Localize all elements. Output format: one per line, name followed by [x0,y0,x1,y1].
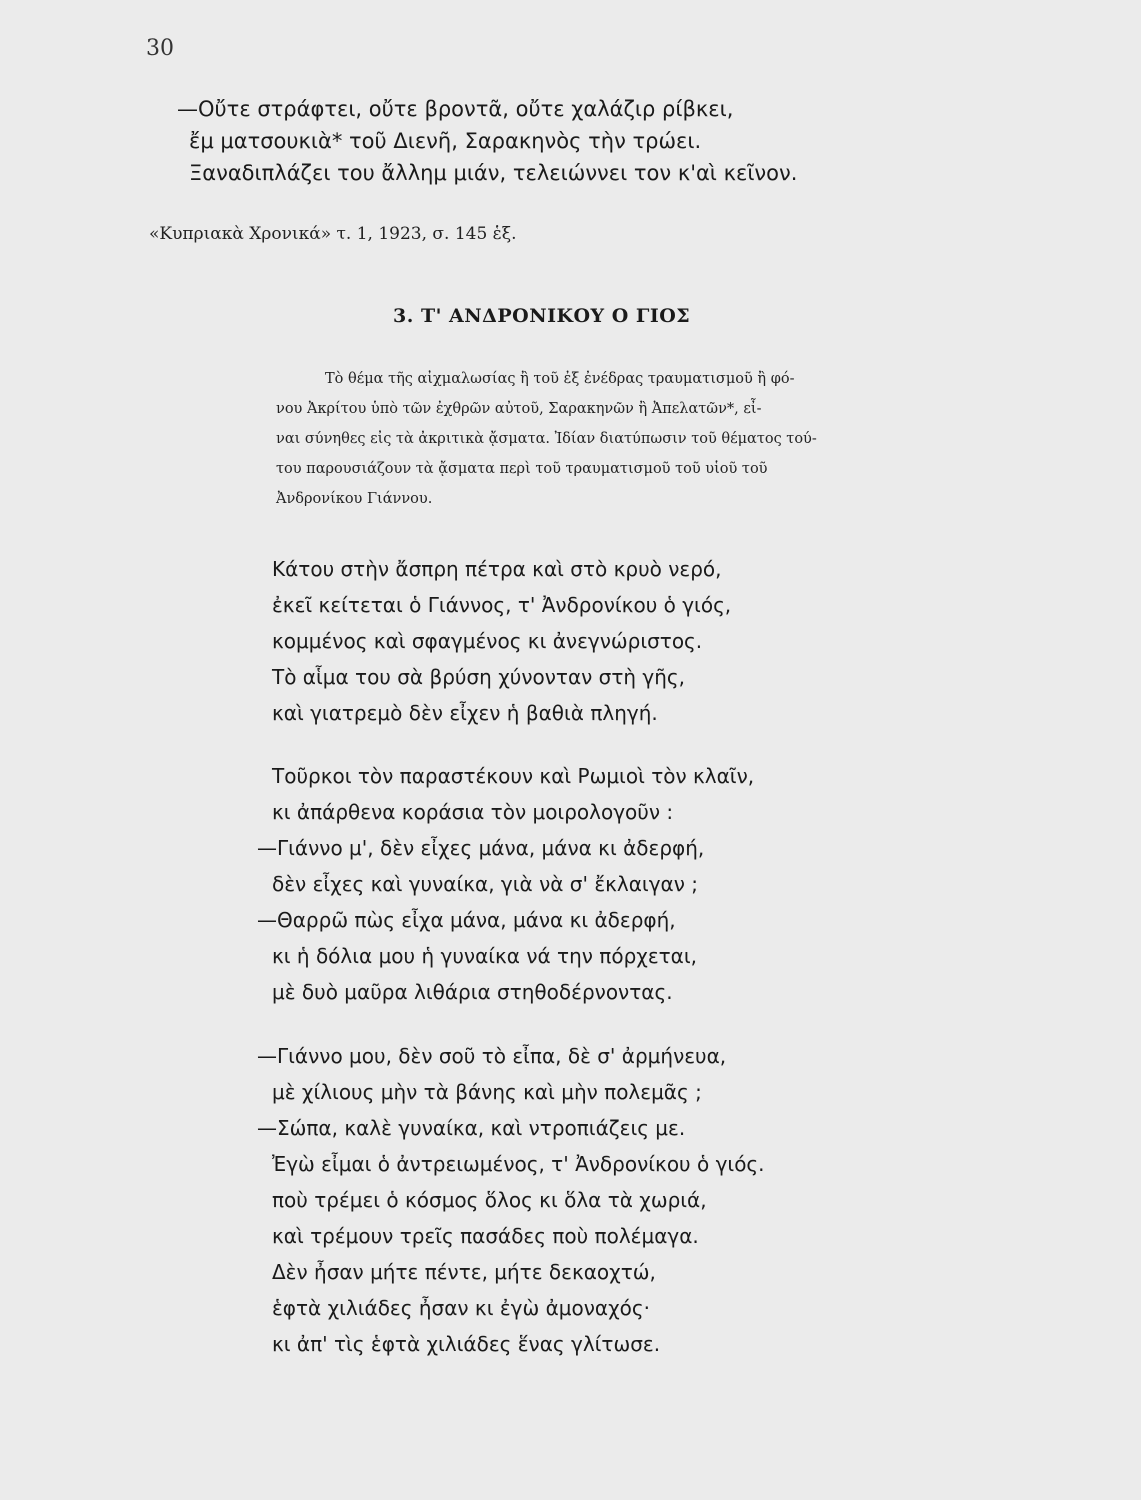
verse-line: καὶ τρέμουν τρεῖς πασάδες ποὺ πολέμαγα. [272,1224,699,1248]
intro-line: νου Ἀκρίτου ὑπὸ τῶν ἐχθρῶν αὐτοῦ, Σαρακηνῶν ἢ Ἀπελατῶν*, εἶ- [276,401,762,417]
verse-line: ἐκεῖ κείτεται ὁ Γιάννος, τ' Ἀνδρονίκου ὁ γιός, [272,593,732,617]
verse-line: —Γιάννο μ', δὲν εἶχες μάνα, μάνα κι ἀδερφή, [257,836,705,860]
verse-line: κι ἀπ' τὶς ἑφτὰ χιλιάδες ἕνας γλίτωσε. [272,1332,661,1356]
verse-line: ἔμ ματσουκιὰ* τοῦ Διενῆ, Σαρακηνὸς τὴν τρώει. [189,129,702,153]
verse-line: Κάτου στὴν ἄσπρη πέτρα καὶ στὸ κρυὸ νερό, [272,557,722,581]
verse-line: —Οὔτε στράφτει, οὔτε βροντᾶ, οὔτε χαλάζιρ ρίβκει, [177,97,734,121]
verse-line: μὲ χίλιους μὴν τὰ βάνης καὶ μὴν πολεμᾶς ; [272,1080,702,1104]
verse-line: καὶ γιατρεμὸ δὲν εἶχεν ἡ βαθιὰ πληγή. [272,701,658,725]
verse-line: ἑφτὰ χιλιάδες ἦσαν κι ἐγὼ ἀμοναχός· [272,1296,650,1320]
intro-line: Τὸ θέμα τῆς αἰχμαλωσίας ἢ τοῦ ἐξ ἐνέδρας τραυματισμοῦ ἢ φό- [325,371,795,387]
verse-line: —Θαρρῶ πὼς εἶχα μάνα, μάνα κι ἀδερφή, [257,908,676,932]
verse-line: Τοῦρκοι τὸν παραστέκουν καὶ Ρωμιοὶ τὸν κλαῖν, [272,764,755,788]
intro-line: Ἀνδρονίκου Γιάννου. [276,491,433,507]
verse-line: κι ἀπάρθενα κοράσια τὸν μοιρολογοῦν : [272,800,674,824]
verse-line: κομμένος καὶ σφαγμένος κι ἀνεγνώριστος. [272,629,703,653]
verse-line: Τὸ αἷμα του σὰ βρύση χύνονταν στὴ γῆς, [272,665,686,689]
source-citation: «Κυπριακὰ Χρονικά» τ. 1, 1923, σ. 145 ἑξ. [149,224,517,244]
verse-line: Ἐγὼ εἶμαι ὁ ἀντρειωμένος, τ' Ἀνδρονίκου ὁ γιός. [272,1152,765,1176]
verse-line: Ξαναδιπλάζει του ἄλλημ μιάν, τελειώννει τον κ'αὶ κεῖνον. [189,161,798,185]
intro-line: ναι σύνηθες εἰς τὰ ἀκριτικὰ ᾄσματα. Ἰδίαν διατύπωσιν τοῦ θέματος τού- [276,431,817,447]
verse-line: —Γιάννο μου, δὲν σοῦ τὸ εἶπα, δὲ σ' ἀρμήνευα, [257,1044,727,1068]
section-title: 3. Τ' ΑΝΔΡΟΝΙΚΟΥ Ο ΓΙΟΣ [393,305,691,327]
page-number: 30 [146,36,174,61]
verse-line: κι ἡ δόλια μου ἡ γυναίκα νά την πόρχεται, [272,944,697,968]
verse-line: δὲν εἶχες καὶ γυναίκα, γιὰ νὰ σ' ἔκλαιγαν ; [272,872,698,896]
intro-line: του παρουσιάζουν τὰ ᾄσματα περὶ τοῦ τραυματισμοῦ τοῦ υἱοῦ τοῦ [276,461,768,477]
verse-line: ποὺ τρέμει ὁ κόσμος ὅλος κι ὅλα τὰ χωριά, [272,1188,707,1212]
verse-line: μὲ δυὸ μαῦρα λιθάρια στηθοδέρνοντας. [272,980,673,1004]
verse-line: —Σώπα, καλὲ γυναίκα, καὶ ντροπιάζεις με. [257,1116,686,1140]
verse-line: Δὲν ἦσαν μήτε πέντε, μήτε δεκαοχτώ, [272,1260,656,1284]
